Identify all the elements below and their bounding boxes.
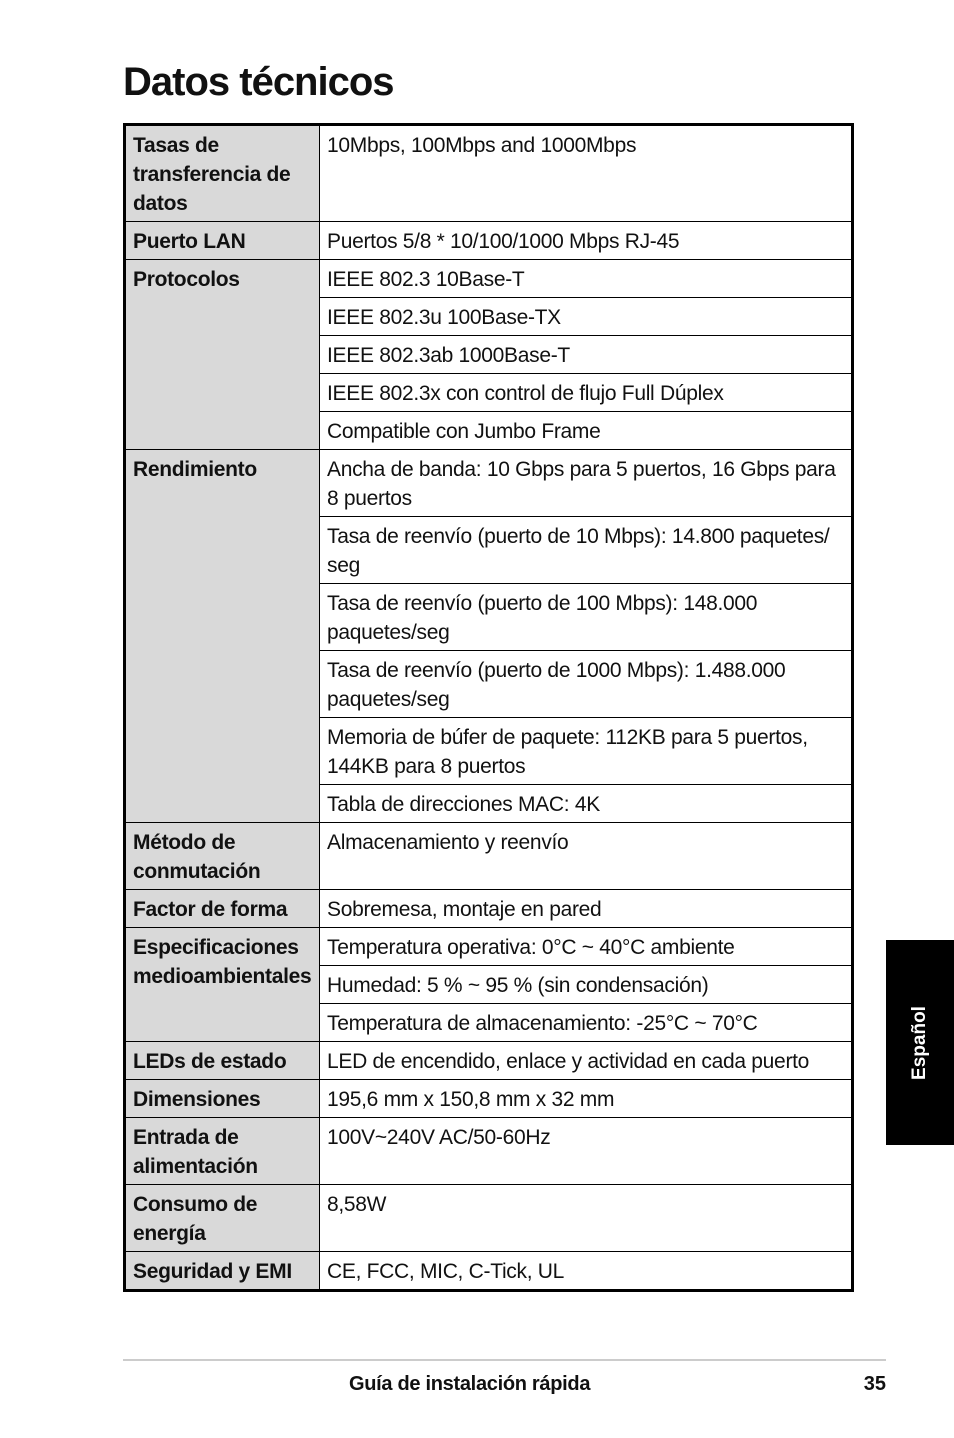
spec-value: Temperatura de almacenamiento: -25°C ~ 70°C: [320, 1004, 853, 1042]
spec-value: Compatible con Jumbo Frame: [320, 412, 853, 450]
spec-value: CE, FCC, MIC, C-Tick, UL: [320, 1252, 853, 1291]
spec-value: Puertos 5/8 * 10/100/1000 Mbps RJ-45: [320, 222, 853, 260]
spec-label: Protocolos: [125, 260, 320, 450]
table-row: [125, 125, 853, 222]
page-number: 35: [863, 1373, 886, 1395]
spec-value: Memoria de búfer de paquete: 112KB para 5 puertos, 144KB para 8 puertos: [320, 718, 853, 785]
spec-label: Consumo de energía: [125, 1185, 320, 1252]
table-row: [125, 1080, 853, 1118]
spec-value: 8,58W: [320, 1185, 853, 1252]
spec-value: IEEE 802.3x con control de flujo Full Dúplex: [320, 374, 853, 412]
spec-value: LED de encendido, enlace y actividad en cada puerto: [320, 1042, 853, 1080]
table-row: [125, 890, 853, 928]
spec-label: Método de conmutación: [125, 823, 320, 890]
table-row: [125, 222, 853, 260]
footer-divider: [123, 1359, 886, 1361]
table-row: [125, 1118, 853, 1185]
table-row: [125, 1252, 853, 1291]
language-tab: [886, 940, 954, 1145]
table-row: [125, 1185, 853, 1252]
spec-value: IEEE 802.3ab 1000Base-T: [320, 336, 853, 374]
spec-label: LEDs de estado: [125, 1042, 320, 1080]
language-tab-label: Español: [909, 1005, 930, 1080]
spec-label: Puerto LAN: [125, 222, 320, 260]
spec-value: Almacenamiento y reenvío: [320, 823, 853, 890]
table-row: [125, 450, 853, 517]
spec-label: Factor de forma: [125, 890, 320, 928]
spec-label: Especificaciones medioambientales: [125, 928, 320, 1042]
spec-value: Tabla de direcciones MAC: 4K: [320, 785, 853, 823]
spec-label: Tasas de transferencia de datos: [125, 125, 320, 222]
spec-value: Temperatura operativa: 0°C ~ 40°C ambiente: [320, 928, 853, 966]
spec-value: IEEE 802.3 10Base-T: [320, 260, 853, 298]
table-row: [125, 823, 853, 890]
spec-label: Rendimiento: [125, 450, 320, 823]
spec-value: IEEE 802.3u 100Base-TX: [320, 298, 853, 336]
spec-value: Humedad: 5 % ~ 95 % (sin condensación): [320, 966, 853, 1004]
spec-label: Seguridad y EMI: [125, 1252, 320, 1291]
spec-label: Entrada de alimentación: [125, 1118, 320, 1185]
spec-value: 100V~240V AC/50-60Hz: [320, 1118, 853, 1185]
table-row: [125, 928, 853, 966]
table-row: [125, 1042, 853, 1080]
footer-title: Guía de instalación rápida: [349, 1373, 591, 1395]
spec-value: Tasa de reenvío (puerto de 10 Mbps): 14.800 paquetes/ seg: [320, 517, 853, 584]
spec-label: Dimensiones: [125, 1080, 320, 1118]
page-title: Datos técnicos: [123, 60, 394, 104]
spec-value: 195,6 mm x 150,8 mm x 32 mm: [320, 1080, 853, 1118]
spec-value: 10Mbps, 100Mbps and 1000Mbps: [320, 125, 853, 222]
spec-value: Tasa de reenvío (puerto de 100 Mbps): 148.000 paquetes/seg: [320, 584, 853, 651]
table-row: [125, 260, 853, 298]
spec-table-body: [125, 125, 853, 1291]
spec-value: Ancha de banda: 10 Gbps para 5 puertos, 16 Gbps para 8 puertos: [320, 450, 853, 517]
spec-value: Tasa de reenvío (puerto de 1000 Mbps): 1.488.000 paquetes/seg: [320, 651, 853, 718]
spec-table: [123, 123, 854, 1292]
spec-value: Sobremesa, montaje en pared: [320, 890, 853, 928]
